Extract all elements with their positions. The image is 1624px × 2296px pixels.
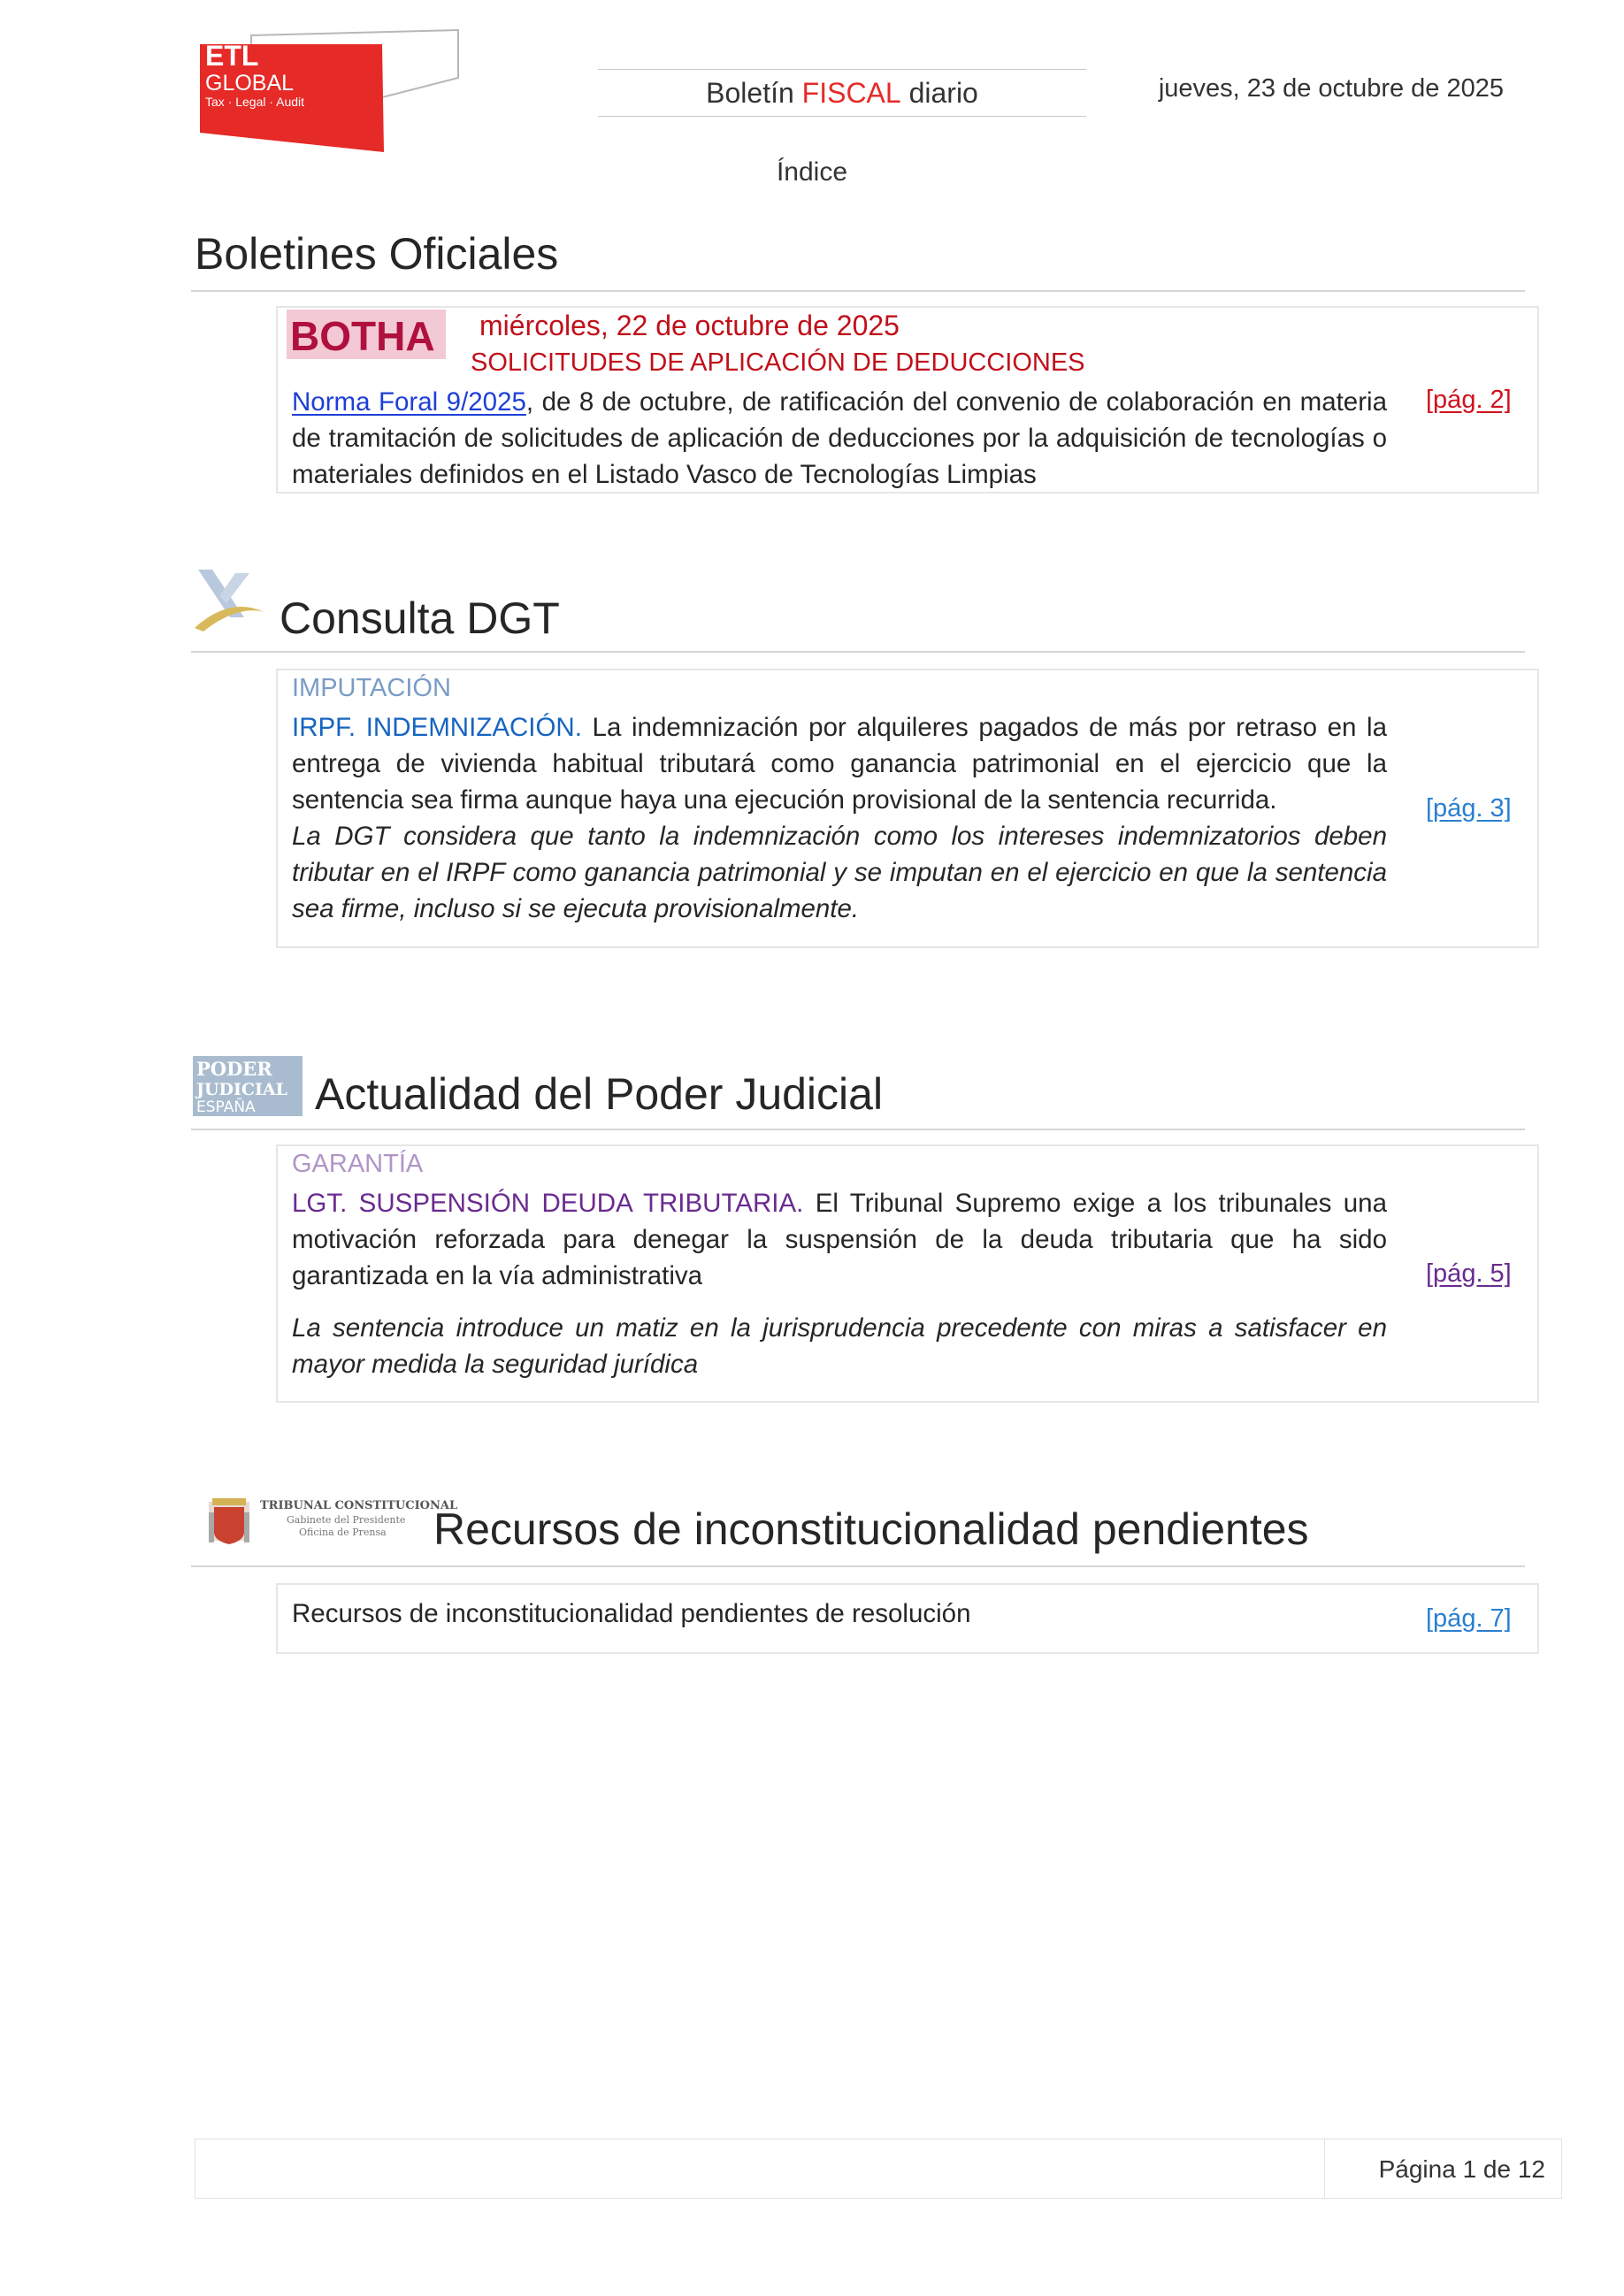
norma-foral-link[interactable]: Norma Foral 9/2025 — [292, 387, 526, 417]
section-title: Recursos de inconstitucionalidad pendientes — [433, 1504, 1309, 1554]
judicial-category: GARANTÍA — [292, 1150, 424, 1178]
svg-text:PODER: PODER — [196, 1058, 272, 1080]
botha-logo — [287, 310, 446, 359]
svg-text:TRIBUNAL CONSTITUCIONAL: TRIBUNAL CONSTITUCIONAL — [260, 1499, 458, 1512]
section-recursos-heading — [191, 1484, 1525, 1567]
bulletin-title: Boletín FISCAL diario — [598, 69, 1086, 117]
etl-global-logo — [196, 27, 462, 155]
section-boletines-heading — [191, 226, 1525, 292]
tribunal-constitucional-logo — [207, 1489, 458, 1551]
page-ref-link[interactable]: [pág. 3] — [1426, 794, 1512, 823]
section-dgt-heading — [191, 563, 1525, 653]
page-ref-link[interactable]: [pág. 5] — [1426, 1259, 1512, 1288]
dgt-category: IMPUTACIÓN — [292, 674, 451, 702]
judicial-entry-note: La sentencia introduce un matiz en la jurisprudencia precedente con miras a satisfacer en mayor medida la seguridad jurídica — [292, 1313, 1387, 1379]
judicial-entry-text: LGT. SUSPENSIÓN DEUDA TRIBUTARIA. El Tribunal Supremo exige a los tribunales una motivación reforzada para denegar la suspensión de la deuda tributaria que ha sido garantizada en la vía administrativa — [292, 1189, 1387, 1290]
section-title: Boletines Oficiales — [195, 229, 559, 279]
index-title: Índice — [776, 157, 848, 187]
dgt-lead: IRPF. INDEMNIZACIÓN. — [292, 713, 582, 742]
svg-text:JUDICIAL: JUDICIAL — [196, 1080, 288, 1099]
poder-judicial-logo — [193, 1056, 303, 1116]
svg-text:Gabinete del Presidente: Gabinete del Presidente — [287, 1514, 406, 1526]
svg-text:Oficina de Prensa: Oficina de Prensa — [299, 1527, 387, 1538]
section-title: Actualidad del Poder Judicial — [315, 1069, 884, 1119]
judicial-lead: LGT. SUSPENSIÓN DEUDA TRIBUTARIA. — [292, 1189, 804, 1218]
section-title: Consulta DGT — [280, 593, 560, 643]
page-ref-link[interactable]: [pág. 2] — [1426, 386, 1512, 414]
header-date: jueves, 23 de octubre de 2025 — [1158, 74, 1504, 103]
botha-category: SOLICITUDES DE APLICACIÓN DE DEDUCCIONES — [471, 348, 1085, 377]
section-judicial-heading — [191, 1051, 1525, 1130]
boletines-entry-text: Norma Foral 9/2025, de 8 de octubre, de ratificación del convenio de colaboración en materia de tramitación de solicitudes de aplicación de deducciones por la adquisición de tecnologías o materiales definidos en el Listado Vasco de Tecnologías Limpias — [292, 387, 1387, 489]
svg-text:ESPAÑA: ESPAÑA — [196, 1098, 256, 1116]
dgt-entry-text: IRPF. INDEMNIZACIÓN. La indemnización por alquileres pagados de más por retraso en la entrega de vivienda habitual tributará como ganancia patrimonial en el ejercicio que la sentencia sea firma aunque haya una ejecución provisional de la sentencia recurrida. — [292, 713, 1387, 815]
recursos-entry-text: Recursos de inconstitucionalidad pendientes de resolución — [292, 1599, 971, 1628]
page-ref-link[interactable]: [pág. 7] — [1426, 1604, 1512, 1633]
botha-date: miércoles, 22 de octubre de 2025 — [479, 310, 900, 341]
agencia-tributaria-icon — [191, 566, 267, 637]
svg-text:ETL: ETL — [205, 40, 259, 72]
svg-text:BOTHA: BOTHA — [290, 313, 435, 359]
svg-text:GLOBAL: GLOBAL — [205, 71, 295, 96]
footer — [195, 2139, 1562, 2199]
page-number: Página 1 de 12 — [1378, 2155, 1545, 2183]
dgt-entry-note: La DGT considera que tanto la indemnización como los intereses indemnizatorios deben tributar en el IRPF como ganancia patrimonial y se imputan en el ejercicio en que la sentencia sea firme, incluso si se ejecuta provisionalmente. — [292, 822, 1387, 923]
svg-text:Tax · Legal · Audit: Tax · Legal · Audit — [205, 95, 305, 109]
